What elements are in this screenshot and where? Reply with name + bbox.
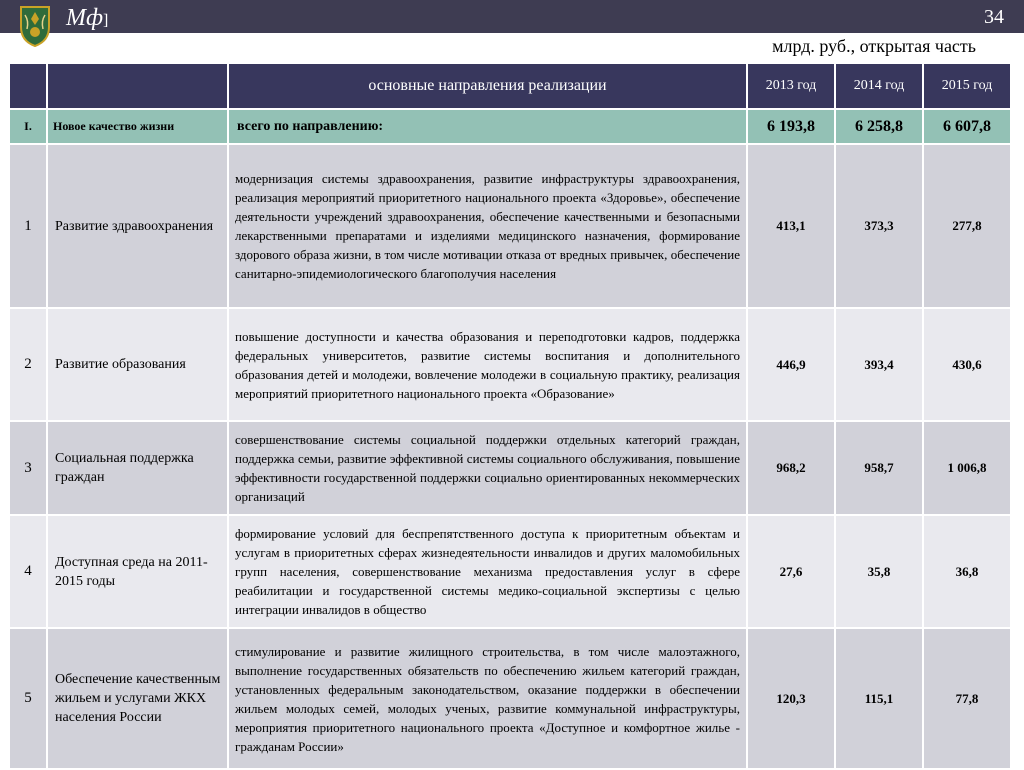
row-value-2015: 430,6 (923, 308, 1011, 421)
row-value-2013: 968,2 (747, 421, 835, 515)
total-index: I. (9, 109, 47, 144)
total-row (9, 109, 1011, 144)
header-year-2015: 2015 год (923, 63, 1011, 109)
header-directions: основные направления реализации (228, 63, 747, 109)
row-description: совершенствование системы социальной поддержки отдельных категорий граждан, поддержка семьи, развитие эффективной системы социального обслуживания, повышение эффективности государственной поддержки социально ориентированных некоммерческих организаций (228, 421, 747, 515)
row-value-2015: 277,8 (923, 144, 1011, 308)
row-description: формирование условий для беспрепятственного доступа к приоритетным объектам и услугам в приоритетных сферах жизнедеятельности инвалидов и других маломобильных групп населения, совершенствование механизма предоставления услуг в сфере реабилитации и государственной системы медико-социальной экспертизы с целью интеграции инвалидов в общество (228, 515, 747, 628)
row-value-2015: 36,8 (923, 515, 1011, 628)
row-program-name: Доступная среда на 2011-2015 годы (47, 515, 228, 628)
header-program-cell (47, 63, 228, 109)
header-year-2014: 2014 год (835, 63, 923, 109)
table-row (9, 421, 1011, 515)
logo-text: Мф] (66, 5, 109, 31)
budget-table (8, 62, 1012, 770)
row-index: 3 (9, 421, 47, 515)
row-program-name: Обеспечение качественным жильем и услугами ЖКХ населения России (47, 628, 228, 769)
total-2015: 6 607,8 (923, 109, 1011, 144)
total-2013: 6 193,8 (747, 109, 835, 144)
row-value-2014: 373,3 (835, 144, 923, 308)
header-year-2013: 2013 год (747, 63, 835, 109)
row-program-name: Развитие образования (47, 308, 228, 421)
row-value-2014: 115,1 (835, 628, 923, 769)
row-index: 2 (9, 308, 47, 421)
row-program-name: Социальная поддержка граждан (47, 421, 228, 515)
coat-of-arms-emblem-icon (17, 3, 53, 47)
row-index: 4 (9, 515, 47, 628)
total-program: Новое качество жизни (47, 109, 228, 144)
total-label: всего по направлению: (228, 109, 747, 144)
row-description: повышение доступности и качества образования и переподготовки кадров, поддержка федеральных университетов, развитие системы воспитания и дополнительного образования детей и молодежи, вовлечение молодежи в социальную практику, реализация мероприятий приоритетного национального проекта «Образование» (228, 308, 747, 421)
row-index: 1 (9, 144, 47, 308)
row-value-2014: 393,4 (835, 308, 923, 421)
table-row (9, 144, 1011, 308)
row-value-2015: 77,8 (923, 628, 1011, 769)
row-value-2014: 958,7 (835, 421, 923, 515)
table-header-row (9, 63, 1011, 109)
table-row (9, 628, 1011, 769)
header-index-cell (9, 63, 47, 109)
table-row (9, 515, 1011, 628)
row-value-2013: 120,3 (747, 628, 835, 769)
unit-caption: млрд. руб., открытая часть (772, 36, 976, 56)
total-2014: 6 258,8 (835, 109, 923, 144)
row-value-2013: 446,9 (747, 308, 835, 421)
row-description: модернизация системы здравоохранения, развитие инфраструктуры здравоохранения, реализация мероприятий приоритетного национального проекта «Здоровье», обеспечение деятельности учреждений здравоохранения, обеспечение качественными и безопасными лекарственными препаратами и изделиями медицинского назначения, формирование здорового образа жизни, в том числе мотивации отказа от вредных привычек, обеспечение санитарно-эпидемиологического благополучия населения (228, 144, 747, 308)
table-row (9, 308, 1011, 421)
row-value-2015: 1 006,8 (923, 421, 1011, 515)
row-value-2013: 413,1 (747, 144, 835, 308)
row-value-2013: 27,6 (747, 515, 835, 628)
row-description: стимулирование и развитие жилищного строительства, в том числе малоэтажного, выполнение государственных обязательств по обеспечению жильем категорий граждан, установленных федеральным законодательством, оказание поддержки в обеспечении жильем молодых семей, молодых ученых, развитие коммунальной инфраструктуры, мероприятия приоритетного национального проекта «Доступное и комфортное жилье - гражданам России» (228, 628, 747, 769)
top-bar (0, 0, 1024, 33)
slide-number: 34 (984, 6, 1004, 28)
row-program-name: Развитие здравоохранения (47, 144, 228, 308)
row-value-2014: 35,8 (835, 515, 923, 628)
row-index: 5 (9, 628, 47, 769)
